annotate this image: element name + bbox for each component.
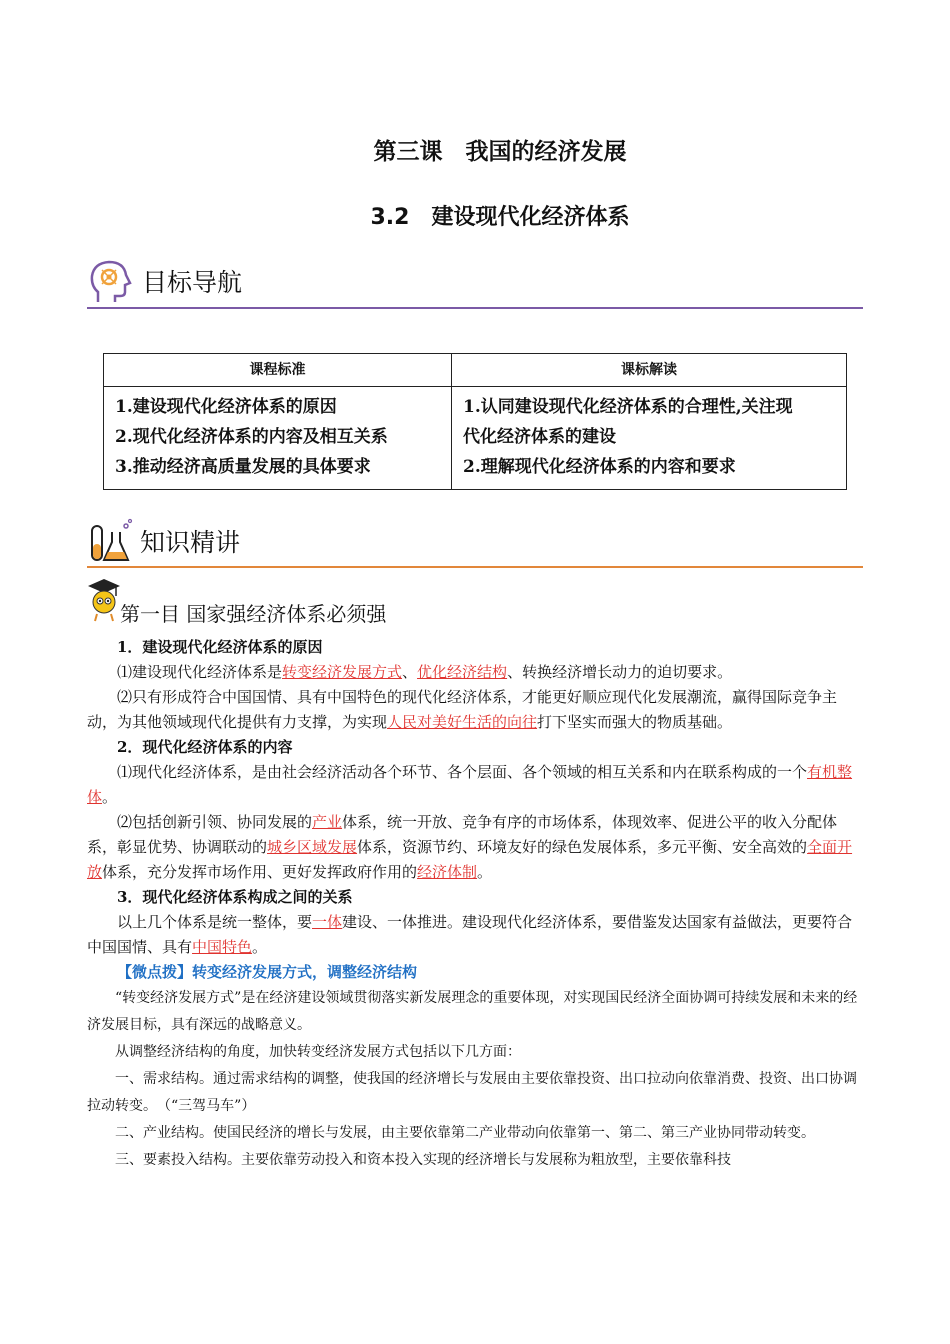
section-knowledge: 知识精讲 [140,528,241,557]
paragraph: ⑴建设现代化经济体系是转变经济发展方式、优化经济结构、转换经济增长动力的迫切要求。 [117,663,733,681]
paragraph: 以上几个体系是统一整体，要一体建设、一体推进。建设现代化经济体系，要借鉴发达国家有益做法，更要符合中国国情、具有中国特色。 [87,913,853,956]
keyword: 产业 [312,813,343,831]
body-content [87,635,863,1174]
table-header: 课程标准 [104,354,452,387]
keyword: 城乡区域发展 [267,838,358,856]
divider [87,307,863,309]
keyword: 全面开放 [87,838,853,881]
keyword: 有机整体 [87,763,853,806]
paragraph: ⑵只有形成符合中国国情、具有中国特色的现代化经济体系，才能更好顺应现代化发展潮流，赢得国际竞争主动，为其他领域现代化提供有力支撑，为实现人民对美好生活的向往打下坚实而强大的物质基础。 [87,688,838,731]
interpretation-item: 2.理解现代化经济体系的内容和要求 [463,457,736,477]
standard-item: 3.推动经济高质量发展的具体要求 [115,457,371,477]
tip-paragraph: “转变经济发展方式”是在经济建设领域贯彻落实新发展理念的重要体现，对实现国民经济全面协调可持续发展和未来的经济发展目标，具有深远的战略意义。 [87,990,858,1033]
paragraph: ⑵包括创新引领、协同发展的产业体系，统一开放、竞争有序的市场体系，体现效率、促进公平的收入分配体系，彰显优势、协调联动的城乡区域发展体系，资源节约、环境友好的绿色发展体系，多元平衡、安全高效的全面开放体系，充分发挥市场作用、更好发挥政府作用的经济体制。 [87,813,853,881]
graduate-icon [86,576,122,622]
keyword: 一体 [312,913,343,931]
section-target-nav: 目标导航 [142,268,243,297]
keyword: 人民对美好生活的向往 [387,713,538,731]
standard-item: 1.建设现代化经济体系的原因 [115,397,337,417]
paragraph: ⑴现代化经济体系，是由社会经济活动各个环节、各个层面、各个领域的相互关系和内在联系构成的一个有机整体。 [87,763,853,806]
tip-paragraph: 二、产业结构。使国民经济的增长与发展，由主要依靠第二产业带动向依靠第一、第二、第三产业协同带动转变。 [115,1125,815,1141]
point-heading: 3．现代化经济体系构成之间的关系 [117,888,353,906]
standards-table [103,353,847,490]
part-heading: 第一目 国家强经济体系必须强 [120,602,387,626]
tip-paragraph: 从调整经济结构的角度，加快转变经济发展方式包括以下几方面： [115,1044,521,1060]
divider [87,566,863,568]
head-brain-icon [88,258,134,306]
tip-paragraph: 三、要素投入结构。主要依靠劳动投入和资本投入实现的经济增长与发展称为粗放型，主要依靠科技 [115,1152,731,1168]
point-heading: 2．现代化经济体系的内容 [117,738,293,756]
lesson-title: 第三课 我国的经济发展 [373,139,627,165]
tip-paragraph: 一、需求结构。通过需求结构的调整，使我国的经济增长与发展由主要依靠投资、出口拉动向依靠消费、投资、出口协调拉动转变。 （“三驾马车”） [87,1071,857,1114]
tip-heading: 【微点拨】转变经济发展方式，调整经济结构 [117,963,418,981]
flask-icon [86,518,134,564]
section-subtitle: 3.2 建设现代化经济体系 [370,205,630,230]
keyword: 中国特色 [192,938,253,956]
table-header: 课标解读 [452,354,847,387]
keyword: 经济体制 [417,863,478,881]
point-heading: 1．建设现代化经济体系的原因 [117,638,323,656]
standard-item: 2.现代化经济体系的内容及相互关系 [115,427,388,447]
keyword: 优化经济结构 [417,663,508,681]
interpretation-item: 1.认同建设现代化经济体系的合理性,关注现 [463,397,793,417]
interpretation-item: 代化经济体系的建设 [463,427,616,447]
keyword: 转变经济发展方式 [282,663,403,681]
